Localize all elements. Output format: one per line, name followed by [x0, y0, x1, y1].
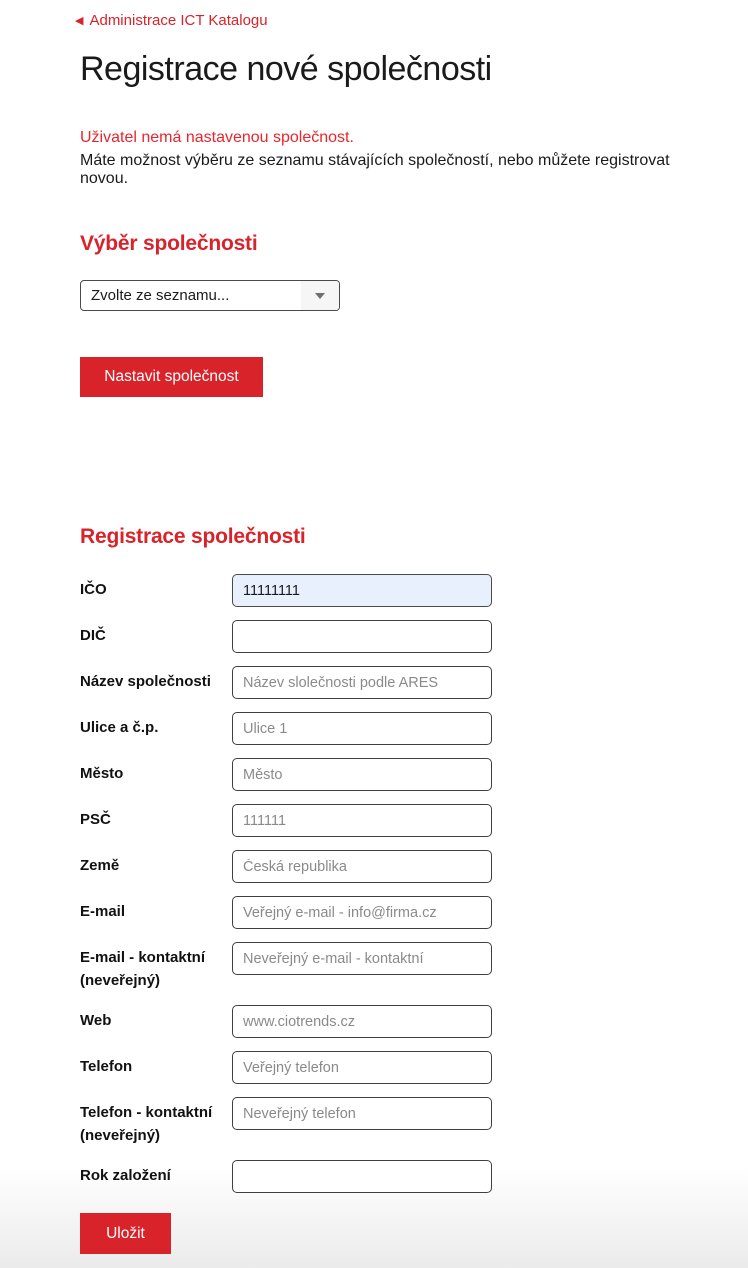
form-row-psc	[80, 804, 708, 837]
field-label-web: Web	[80, 1012, 112, 1029]
field-label-ulice: Ulice a č.p.	[80, 719, 159, 736]
form-row-email	[80, 896, 708, 929]
field-label-dic: DIČ	[80, 627, 106, 644]
field-label-psc: PSČ	[80, 811, 111, 828]
field-input-zeme[interactable]	[232, 850, 492, 883]
field-input-ulice[interactable]	[232, 712, 492, 745]
notice-block	[80, 129, 708, 188]
form-row-zeme	[80, 850, 708, 883]
field-label-telefon: Telefon	[80, 1058, 133, 1075]
company-select-value: Zvolte ze seznamu...	[91, 287, 230, 304]
field-input-ico[interactable]	[232, 574, 492, 607]
field-input-telefon-kontaktni[interactable]	[232, 1097, 492, 1130]
form-row-telefon	[80, 1051, 708, 1084]
field-label-email: E-mail	[80, 903, 126, 920]
save-button[interactable]: Uložit	[80, 1213, 171, 1254]
field-label-email-kontaktni: E-mail - kontaktní (neveřejný)	[80, 949, 206, 989]
field-label-rok-zalozeni: Rok založení	[80, 1167, 171, 1184]
field-label-mesto: Město	[80, 765, 124, 782]
field-label-telefon-kontaktni: Telefon - kontaktní (neveřejný)	[80, 1104, 213, 1144]
field-input-nazev-spolecnosti[interactable]	[232, 666, 492, 699]
field-input-telefon[interactable]	[232, 1051, 492, 1084]
form-row-ulice	[80, 712, 708, 745]
form-row-nazev-spolecnosti	[80, 666, 708, 699]
form-rows	[80, 574, 708, 1193]
form-row-telefon-kontaktni	[80, 1097, 708, 1147]
field-input-rok-zalozeni[interactable]	[232, 1160, 492, 1193]
registration-form	[80, 574, 708, 1254]
form-row-email-kontaktni	[80, 942, 708, 992]
field-label-nazev-spolecnosti: Název společnosti	[80, 673, 211, 690]
form-row-dic	[80, 620, 708, 653]
select-arrow-box	[301, 281, 339, 310]
registration-section	[80, 525, 708, 1254]
back-link-label: Administrace ICT Katalogu	[89, 12, 268, 29]
field-label-ico: IČO	[80, 581, 107, 598]
form-row-web	[80, 1005, 708, 1038]
set-company-button[interactable]: Nastavit společnost	[80, 357, 263, 397]
company-select[interactable]	[80, 280, 340, 311]
back-arrow-icon: ◀	[75, 15, 84, 27]
field-input-email-kontaktni[interactable]	[232, 942, 492, 975]
field-input-email[interactable]	[232, 896, 492, 929]
field-label-zeme: Země	[80, 857, 120, 874]
selection-heading: Výběr společnosti	[80, 232, 258, 255]
field-input-psc[interactable]	[232, 804, 492, 837]
field-input-dic[interactable]	[232, 620, 492, 653]
info-text: Máte možnost výběru ze seznamu stávajících společností, nebo můžete registrovat novou.	[80, 152, 670, 187]
field-input-web[interactable]	[232, 1005, 492, 1038]
page-title: Registrace nové společnosti	[80, 50, 492, 88]
chevron-down-icon	[315, 293, 325, 299]
error-text: Uživatel nemá nastavenou společnost.	[80, 129, 354, 146]
registration-heading: Registrace společnosti	[80, 525, 306, 548]
selection-section	[80, 232, 708, 397]
back-link[interactable]	[75, 12, 268, 29]
field-input-mesto[interactable]	[232, 758, 492, 791]
form-row-mesto	[80, 758, 708, 791]
form-row-ico	[80, 574, 708, 607]
form-row-rok-zalozeni	[80, 1160, 708, 1193]
